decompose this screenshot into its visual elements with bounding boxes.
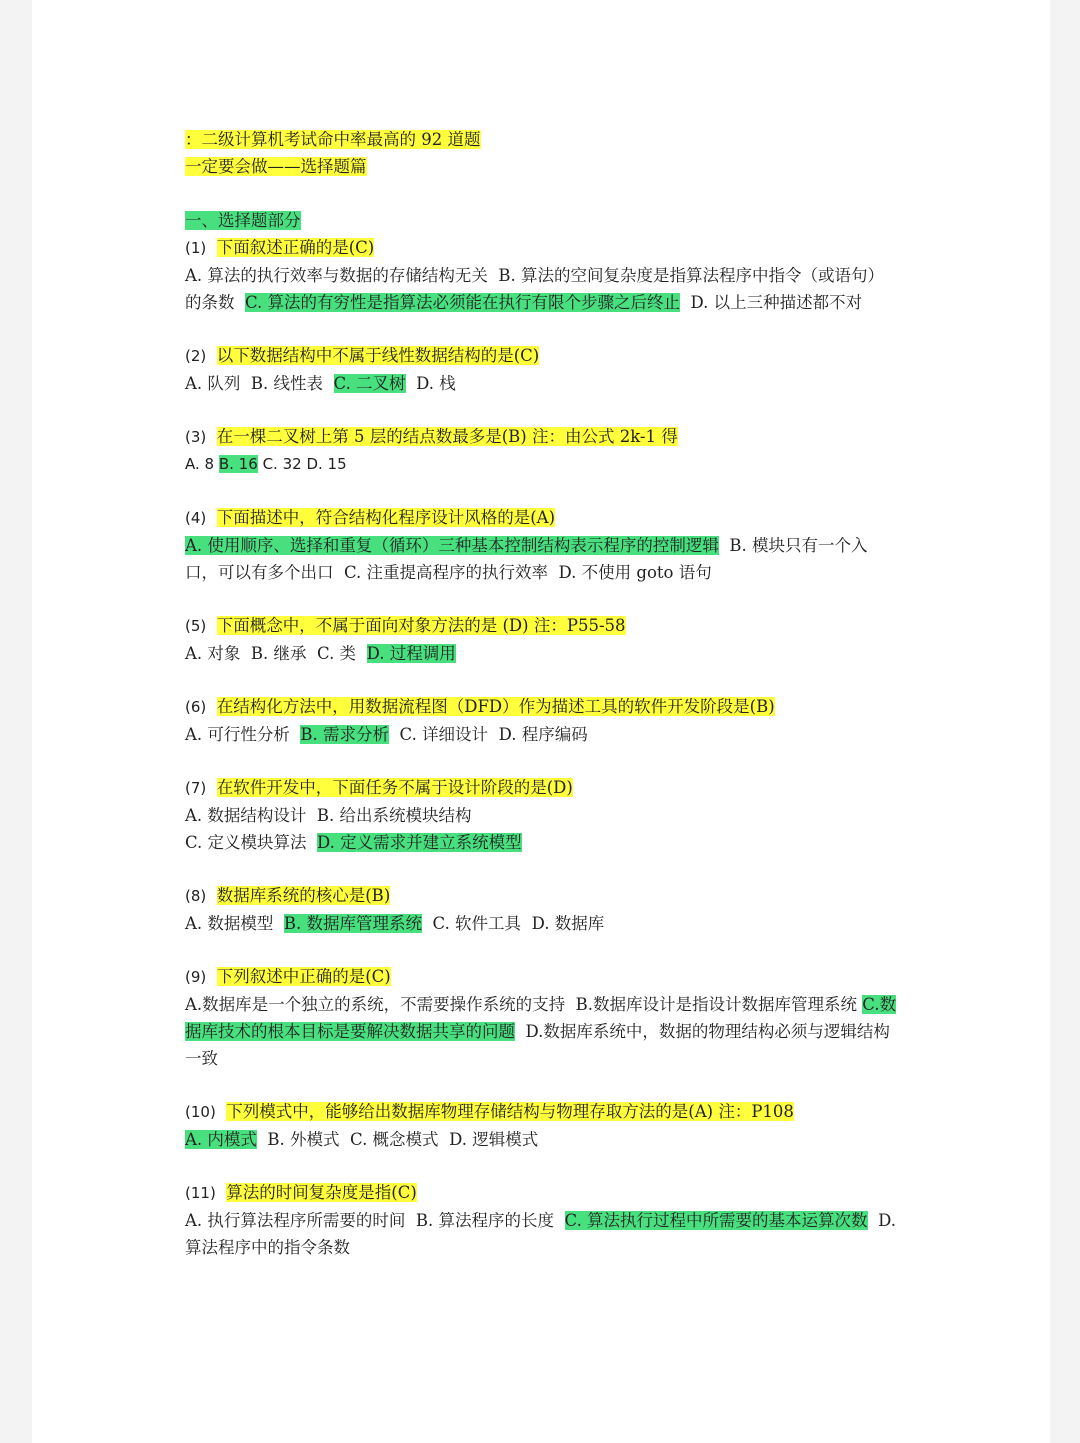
question-stem: 下面概念中，不属于面向对象方法的是 (D) 注：P55-58 bbox=[216, 616, 626, 635]
question-stem: 下面叙述正确的是(C) bbox=[216, 238, 375, 257]
question-5 bbox=[185, 612, 897, 667]
question-7 bbox=[185, 774, 897, 856]
question-number: (5) bbox=[185, 617, 207, 635]
option-b: B. 线性表 bbox=[250, 374, 324, 393]
document-subtitle: 一定要会做——选择题篇 bbox=[185, 157, 367, 176]
option-b-answer: B. 16 bbox=[218, 455, 258, 473]
option-c-answer: C. 二叉树 bbox=[333, 374, 406, 393]
question-2 bbox=[185, 342, 897, 397]
option-a: A. 执行算法程序所需要的时间 bbox=[185, 1211, 406, 1230]
option-b: B. 给出系统模块结构 bbox=[316, 806, 472, 825]
title-line-2 bbox=[185, 153, 897, 180]
option-b-answer: B. 数据库管理系统 bbox=[283, 914, 423, 933]
option-b: B. 外模式 bbox=[267, 1130, 340, 1149]
option-b: B. 算法的空间复杂度是指算法程序中指令（或语句）的条数 bbox=[185, 266, 885, 312]
option-d-answer: D. 过程调用 bbox=[366, 644, 456, 663]
question-stem: 在一棵二叉树上第 5 层的结点数最多是(B) 注：由公式 2k-1 得 bbox=[216, 427, 678, 446]
option-c-answer: C. 算法执行过程中所需要的基本运算次数 bbox=[564, 1211, 868, 1230]
option-d: D. 不使用 goto 语句 bbox=[558, 563, 712, 582]
option-a: A. 数据结构设计 bbox=[185, 806, 307, 825]
option-d: D. 逻辑模式 bbox=[449, 1130, 539, 1149]
option-d: D. 以上三种描述都不对 bbox=[690, 293, 863, 312]
question-number: (9) bbox=[185, 968, 207, 986]
option-c: C. 类 bbox=[317, 644, 357, 663]
question-number: (7) bbox=[185, 779, 207, 797]
option-b: B.数据库设计是指设计数据库管理系统 bbox=[575, 995, 858, 1014]
option-a: A. 可行性分析 bbox=[185, 725, 290, 744]
question-10 bbox=[185, 1098, 897, 1153]
option-c: C. 32 bbox=[262, 455, 302, 473]
question-number: (10) bbox=[185, 1103, 216, 1121]
question-1 bbox=[185, 234, 897, 316]
option-c: C. 概念模式 bbox=[350, 1130, 439, 1149]
option-d: D. 15 bbox=[306, 455, 347, 473]
option-d: D. 程序编码 bbox=[498, 725, 588, 744]
question-6 bbox=[185, 693, 897, 748]
question-4 bbox=[185, 504, 897, 586]
question-number: (8) bbox=[185, 887, 207, 905]
option-d: D. 数据库 bbox=[531, 914, 605, 933]
question-stem: 在软件开发中，下面任务不属于设计阶段的是(D) bbox=[216, 778, 573, 797]
question-3 bbox=[185, 423, 897, 478]
question-stem: 数据库系统的核心是(B) bbox=[216, 886, 391, 905]
question-11 bbox=[185, 1179, 897, 1261]
document-content bbox=[185, 126, 897, 1261]
question-number: (11) bbox=[185, 1184, 216, 1202]
option-c: C. 软件工具 bbox=[432, 914, 522, 933]
question-8 bbox=[185, 882, 897, 937]
question-stem: 算法的时间复杂度是指(C) bbox=[226, 1183, 417, 1202]
section-heading: 一、选择题部分 bbox=[185, 211, 301, 230]
option-c: C. 详细设计 bbox=[399, 725, 489, 744]
option-d-answer: D. 定义需求并建立系统模型 bbox=[317, 833, 522, 852]
question-9 bbox=[185, 963, 897, 1072]
option-a: A. 算法的执行效率与数据的存储结构无关 bbox=[185, 266, 488, 285]
question-number: (1) bbox=[185, 239, 207, 257]
question-stem: 下列模式中，能够给出数据库物理存储结构与物理存取方法的是(A) 注：P108 bbox=[226, 1102, 794, 1121]
option-d: D. 算法程序中的指令条数 bbox=[185, 1211, 896, 1257]
title-line-1 bbox=[185, 126, 897, 153]
question-stem: 下列叙述中正确的是(C) bbox=[216, 967, 391, 986]
option-a-answer: A. 使用顺序、选择和重复（循环）三种基本控制结构表示程序的控制逻辑 bbox=[185, 536, 719, 555]
question-stem: 下面描述中，符合结构化程序设计风格的是(A) bbox=[216, 508, 556, 527]
question-number: (3) bbox=[185, 428, 207, 446]
question-number: (6) bbox=[185, 698, 207, 716]
question-number: (2) bbox=[185, 347, 207, 365]
question-number: (4) bbox=[185, 509, 207, 527]
option-a: A.数据库是一个独立的系统，不需要操作系统的支持 bbox=[185, 995, 566, 1014]
option-d: D. 栈 bbox=[416, 374, 456, 393]
option-c: C. 定义模块算法 bbox=[185, 833, 307, 852]
option-b: B. 模块只有一个入口，可以有多个出口 bbox=[185, 536, 868, 582]
option-a: A. 对象 bbox=[185, 644, 241, 663]
document-title: ：二级计算机考试命中率最高的 92 道题 bbox=[185, 130, 481, 149]
question-stem: 在结构化方法中，用数据流程图（DFD）作为描述工具的软件开发阶段是(B) bbox=[216, 697, 775, 716]
question-stem: 以下数据结构中不属于线性数据结构的是(C) bbox=[216, 346, 540, 365]
option-c-answer: C.数据库技术的根本目标是要解决数据共享的问题 bbox=[185, 995, 897, 1041]
document-page bbox=[32, 0, 1050, 1443]
section-heading-line bbox=[185, 207, 897, 234]
option-a: A. 队列 bbox=[185, 374, 241, 393]
option-a-answer: A. 内模式 bbox=[185, 1130, 257, 1149]
option-b: B. 继承 bbox=[250, 644, 307, 663]
option-a: A. 8 bbox=[185, 455, 215, 473]
option-b: B. 算法程序的长度 bbox=[415, 1211, 555, 1230]
option-d: D.数据库系统中，数据的物理结构必须与逻辑结构一致 bbox=[185, 1022, 890, 1068]
option-a: A. 数据模型 bbox=[185, 914, 274, 933]
option-c: C. 注重提高程序的执行效率 bbox=[344, 563, 549, 582]
option-c-answer: C. 算法的有穷性是指算法必须能在执行有限个步骤之后终止 bbox=[245, 293, 681, 312]
option-b-answer: B. 需求分析 bbox=[300, 725, 390, 744]
